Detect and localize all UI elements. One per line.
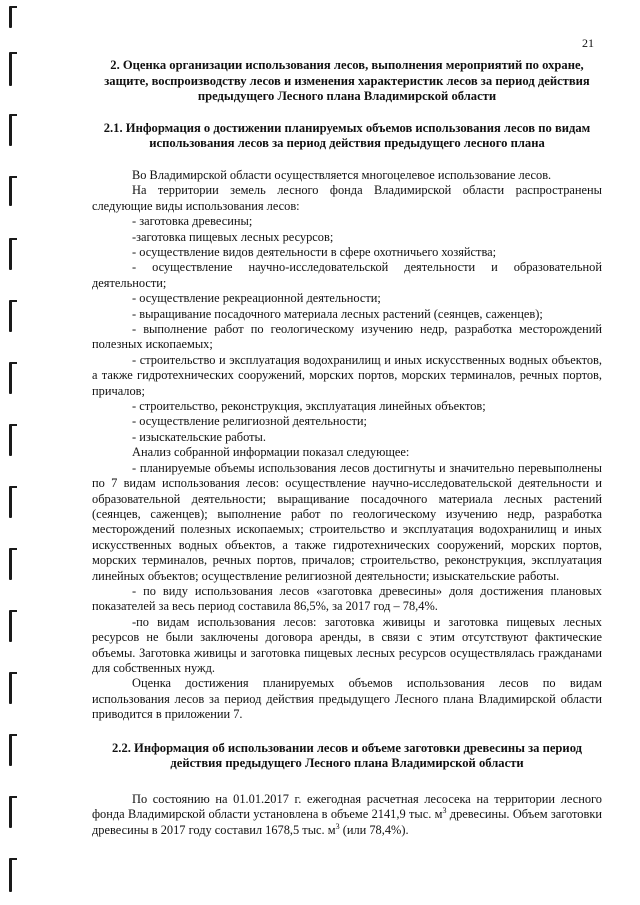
binding-mark bbox=[9, 486, 12, 518]
document-body bbox=[92, 58, 602, 838]
list-item: - строительство, реконструкция, эксплуатация линейных объектов; bbox=[132, 399, 486, 414]
superscript: 3 bbox=[442, 806, 447, 816]
binding-mark bbox=[9, 52, 12, 86]
text-run: По состоянию на 01.01.2017 г. ежегодная расчетная лесосека на территории лесного фонда Владимирской области установлена в объеме 2141,9 тыс. м bbox=[92, 791, 602, 822]
binding-mark bbox=[9, 238, 12, 270]
binding-mark bbox=[9, 114, 12, 146]
binding-mark bbox=[9, 610, 12, 642]
binding-mark bbox=[9, 176, 12, 206]
list-item: - строительство и эксплуатация водохранилищ и иных искусственных водных объектов, а также гидротехнических сооружений, морских портов, морских терминалов, речных портов, причалов; bbox=[92, 352, 602, 398]
list-item: - изыскательские работы. bbox=[132, 429, 266, 444]
list-item: -заготовка пищевых лесных ресурсов; bbox=[132, 229, 334, 244]
subsection-2-1-title: 2.1. Информация о достижении планируемых объемов использования лесов по видам использования лесов за период действия предыдущего лесного плана bbox=[103, 120, 591, 151]
binding-mark bbox=[9, 300, 12, 332]
text-run: древесины. Объем заготовки древесины в 2017 году составил 1678,5 тыс. м bbox=[92, 807, 602, 837]
superscript: 3 bbox=[335, 821, 340, 831]
analysis-paragraph: -по видам использования лесов: заготовка живицы и заготовка пищевых лесных ресурсов не были заключены договора аренды, в связи с этим отсутствуют фактические объемы. Заготовка живицы и заготовка пищевых лесных ресурсов осуществлялась гражданами для собственных нужд. bbox=[92, 614, 602, 675]
binding-mark bbox=[9, 672, 12, 704]
list-item: - заготовка древесины; bbox=[132, 214, 253, 229]
analysis-intro-paragraph: Анализ собранной информации показал следующее: bbox=[132, 445, 410, 460]
subsection-2-2-body bbox=[92, 792, 602, 838]
page-number: 21 bbox=[582, 36, 594, 50]
subsection-2-1-body bbox=[92, 168, 602, 723]
list-item: - выполнение работ по геологическому изучению недр, разработка месторождений полезных ископаемых; bbox=[92, 322, 602, 352]
scan-binding-marks bbox=[6, 0, 22, 905]
section-title: 2. Оценка организации использования лесов, выполнения мероприятий по охране, защите, воспроизводству лесов и изменения характеристик лесов за период действия предыдущего Лесного плана Владимирской области bbox=[104, 58, 590, 104]
text-run: (или 78,4%). bbox=[339, 822, 409, 837]
binding-mark bbox=[9, 858, 12, 892]
binding-mark bbox=[9, 548, 12, 580]
list-item: - осуществление научно-исследовательской деятельности и образовательной деятельности; bbox=[92, 260, 602, 290]
analysis-paragraph: - по виду использования лесов «заготовка древесины» доля достижения плановых показателей за весь период составила 86,5%, за 2017 год – 78,4%. bbox=[92, 583, 602, 614]
binding-mark bbox=[9, 734, 12, 766]
analysis-paragraph: - планируемые объемы использования лесов достигнуты и значительно перевыполнены по 7 видам использования лесов: осуществление научно-исследовательской деятельности и образовательной деятельности; выращивание посадочного материала лесных растений (сеянцев, саженцев); выполнение работ по геологическому изучению недр, разработка месторождений полезных ископаемых; строительство и эксплуатация водохранилищ и иных искусственных водных объектов, а также гидротехнических сооружений, морских портов, морских терминалов, речных портов, причалов; строительство, реконструкция, эксплуатация линейных объектов; осуществление религиозной деятельности; изыскательские работы. bbox=[92, 460, 602, 583]
binding-mark bbox=[9, 796, 12, 828]
binding-mark bbox=[9, 6, 12, 28]
list-item: - осуществление рекреационной деятельности; bbox=[132, 291, 381, 306]
intro-paragraph: Во Владимирской области осуществляется многоцелевое использование лесов. bbox=[132, 167, 552, 182]
usage-types-list bbox=[92, 214, 602, 445]
conclusion-paragraph: Оценка достижения планируемых объемов использования лесов по видам использования лесов за период действия предыдущего Лесного плана Владимирской области приводится в приложении 7. bbox=[92, 676, 602, 722]
timber-volume-paragraph bbox=[92, 792, 602, 838]
list-item: - осуществление религиозной деятельности; bbox=[132, 414, 367, 429]
binding-mark bbox=[9, 424, 12, 456]
list-item: - осуществление видов деятельности в сфере охотничьего хозяйства; bbox=[132, 245, 497, 259]
types-intro-paragraph: На территории земель лесного фонда Владимирской области распространены следующие виды использования лесов: bbox=[92, 183, 602, 213]
binding-mark bbox=[9, 362, 12, 394]
subsection-2-2-title: 2.2. Информация об использовании лесов и объеме заготовки древесины за период действия предыдущего Лесного плана Владимирской области bbox=[112, 740, 582, 771]
list-item: - выращивание посадочного материала лесных растений (сеянцев, саженцев); bbox=[132, 306, 543, 321]
